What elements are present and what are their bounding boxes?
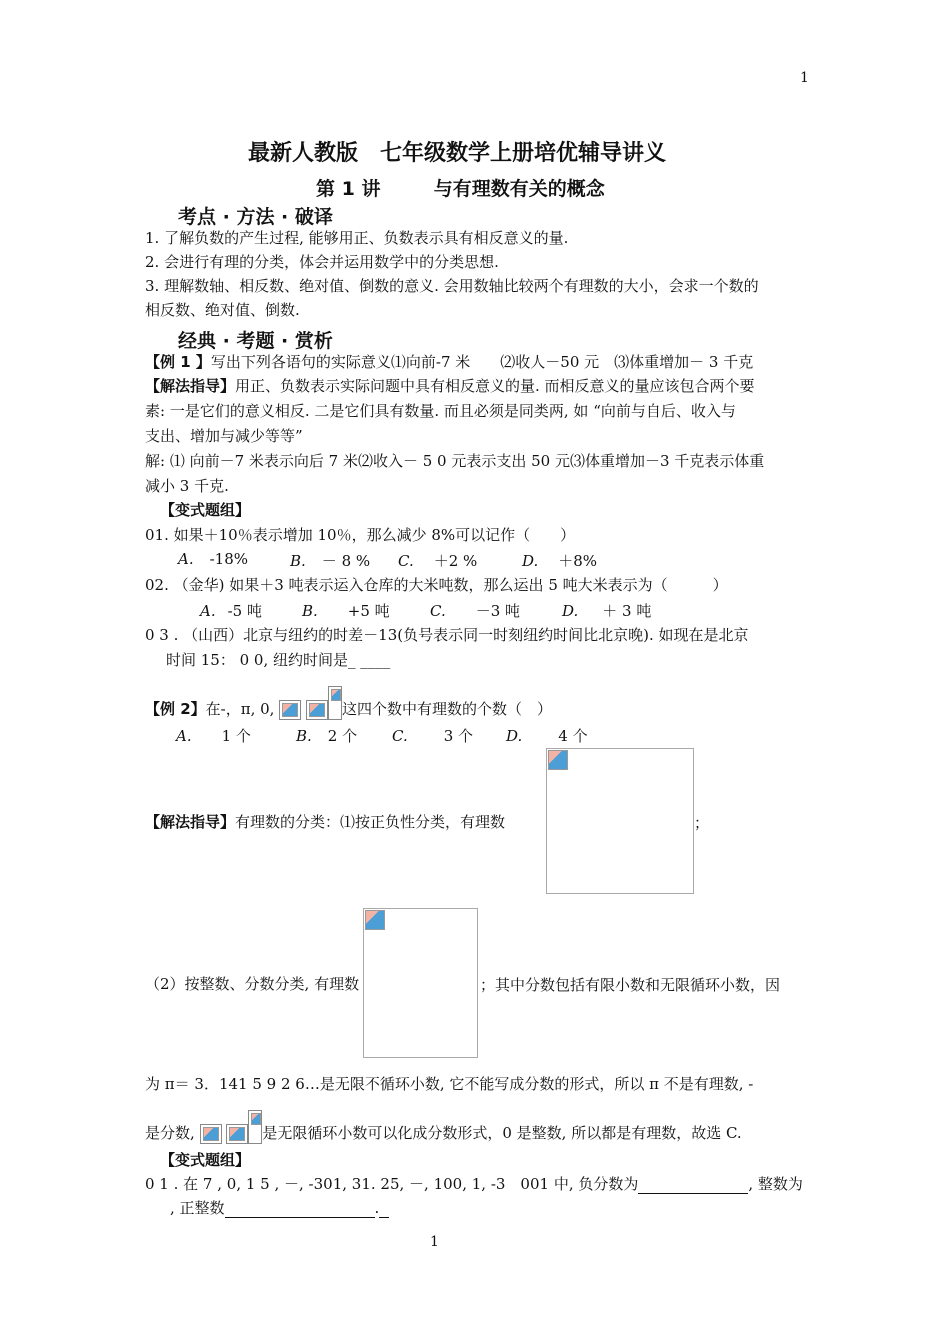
lesson-name: 与有理数有关的概念 [433,178,605,200]
ex2-option-a: A. 1 个 [176,727,251,745]
guide-2-line [145,812,505,832]
broken-image-icon [365,910,385,930]
positive-integer-blank[interactable] [225,1201,375,1218]
example-2-tag: 【例 2】 [145,700,206,718]
section-heading-classic: 经典 · 考题 · 赏析 [178,330,333,352]
question-1: 01. 如果＋10％表示增加 10％，那么减少 8%可以记作（ ） [145,526,576,544]
variant2-q1-pre: 0 1 . 在 7 , 0, 1 5 , －, -301, 31. 25, －, 100, 1, -3 001 中, 负分数为 [145,1175,639,1193]
classification-diagram-1 [546,748,694,894]
q1-option-b: B. － 8 % [290,552,371,570]
classification-2-post: ；其中分数包括有限小数和无限循环小数，因 [480,976,781,994]
broken-image-icon [279,700,301,720]
guide-1-line-2: 素: 一是它们的意义相反. 二是它们具有数量. 而且必须是同类两, 如 “向前与自后、收入与 [145,402,736,420]
guide-1-line-1 [145,376,755,396]
solution-line-2: 减小 3 千克. [145,477,229,495]
variant2-q1-mid: , 整数为 [748,1175,803,1193]
fraction-post: 是无限循环小数可以化成分数形式，0 是整数, 所以都是有理数，故选 C. [262,1124,742,1142]
ex2-option-b: B. 2 个 [296,727,358,745]
question-3-line-1: 0 3 . （山西）北京与纽约的时差－13(负号表示同一时刻纽约时间比北京晚). 如现在是北京 [145,626,749,644]
broken-image-icon [548,750,568,770]
q2-option-a: A. -5 吨 [200,602,262,620]
broken-image-icon [200,1124,222,1144]
q1-option-d: D. ＋8% [522,552,598,570]
example-2-text-post: 这四个数中有理数的个数（ ） [342,700,553,718]
classification-2-pre: （2）按整数、分数分类, 有理数 [145,975,360,993]
ex2-option-c: C. 3 个 [392,727,474,745]
ex2-option-d: D. 4 个 [506,727,588,745]
q2-option-b: B. +5 吨 [302,602,390,620]
example-1-tag: 【例 1 】 [145,353,211,371]
guide-2-text: 有理数的分类：⑴按正负性分类，有理数 [235,813,506,831]
broken-image-icon [306,700,328,720]
trailing-blank [379,1201,389,1218]
keypoint-3-cont: 相反数、绝对值、倒数. [145,301,300,319]
variant2-question-line-1 [145,1174,803,1194]
guide-1-tag: 【解法指导】 [145,377,236,395]
broken-image-icon [248,1110,262,1144]
page-title: 最新人教版 七年级数学上册培优辅导讲义 [248,141,667,166]
q1-option-a: A. -18% [178,550,249,568]
question-2: 02. （金华) 如果＋3 吨表示运入仓库的大米吨数，那么运出 5 吨大米表示为（ ） [145,576,728,594]
solution-line-1: 解: ⑴ 向前－7 米表示向后 7 米⑵收入－ 5 0 元表示支出 50 元⑶体重增加－3 千克表示体重 [145,452,765,470]
variant-label-2: 【变式题组】 [160,1151,251,1169]
question-3-line-2: 时间 15： 0 0, 纽约时间是_ ____ [166,651,391,669]
variant2-q2-pre: , 正整数 [170,1199,225,1217]
lesson-number: 第 1 讲 [316,178,381,200]
guide-2-end: ； [694,814,710,832]
classification-diagram-2 [363,908,478,1058]
q2-option-d: D. ＋ 3 吨 [562,602,652,620]
keypoint-1: 1. 了解负数的产生过程, 能够用正、负数表示具有相反意义的量. [145,229,569,247]
guide-1-line-3: 支出、增加与减少等等” [145,427,303,445]
lesson-title [316,174,605,201]
pi-explanation: 为 π＝ 3．141 5 9 2 6…是无限不循环小数, 它不能写成分数的形式，所以 π 不是有理数, - [145,1075,754,1093]
page-number-bottom: 1 [430,1234,439,1250]
variant2-question-line-2 [170,1198,389,1218]
keypoint-3: 3. 理解数轴、相反数、绝对值、倒数的意义. 会用数轴比较两个有理数的大小，会求一个数的 [145,277,759,295]
fraction-pre: 是分数, [145,1124,195,1142]
variant2-q2-post: . [374,1199,380,1217]
example-2 [145,686,552,720]
guide-1-text: 用正、负数表示实际问题中具有相反意义的量. 而相反意义的量应该包合两个要 [235,377,755,395]
broken-image-icon [328,686,342,720]
variant-label-1: 【变式题组】 [160,501,251,519]
example-1-text: 写出下列各语句的实际意义⑴向前-7 米 ⑵收人－50 元 ⑶体重增加－ 3 千克 [210,353,754,371]
guide-2-tag: 【解法指导】 [145,813,236,831]
fraction-explanation [145,1110,742,1144]
page-number-top: 1 [800,70,809,86]
q1-option-c: C. ＋2 % [398,552,478,570]
section-heading-keypoints: 考点 · 方法 · 破译 [178,206,333,228]
keypoint-2: 2. 会进行有理的分类，体会并运用数学中的分类思想. [145,253,499,271]
negative-fraction-blank[interactable] [638,1177,748,1194]
example-1 [145,352,753,372]
broken-image-icon [226,1124,248,1144]
q2-option-c: C. －3 吨 [430,602,521,620]
example-2-text-pre: 在-，π, 0, [205,700,275,718]
